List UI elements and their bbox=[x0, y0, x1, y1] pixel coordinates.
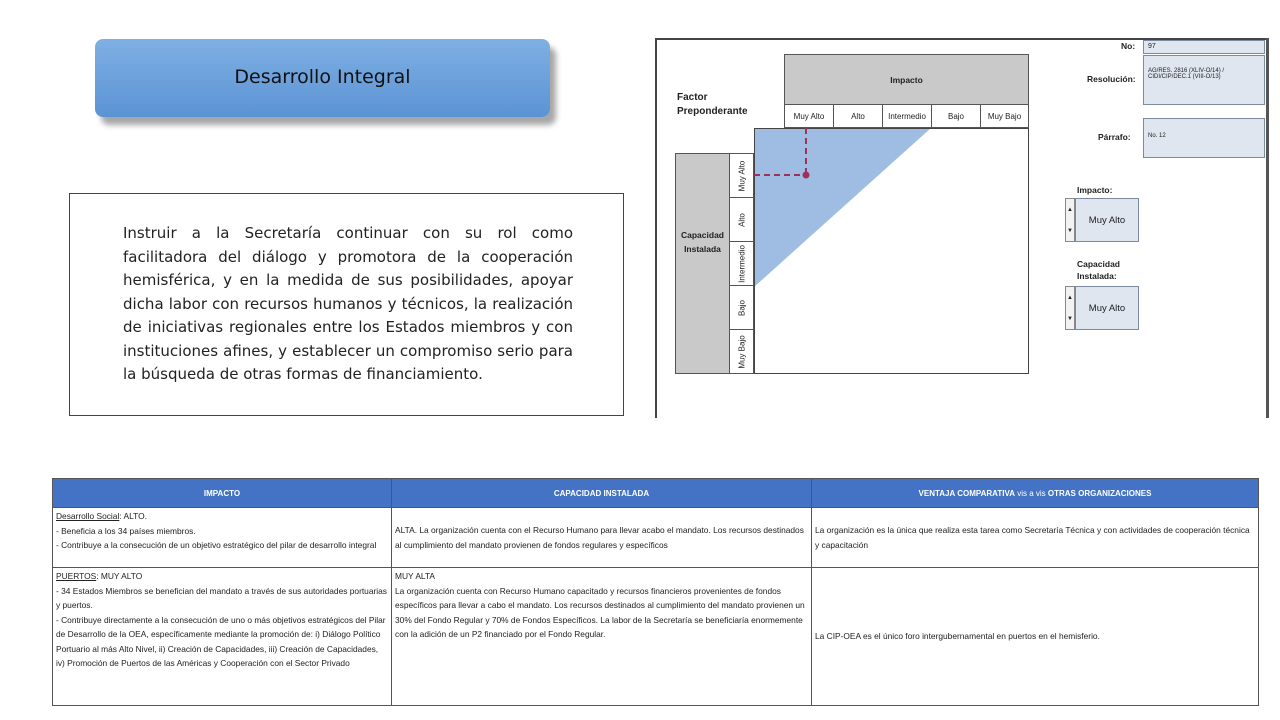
banner-title: Desarrollo Integral bbox=[234, 66, 411, 88]
marker-point bbox=[803, 172, 810, 179]
header-ventaja: VENTAJA COMPARATIVA vis a vis OTRAS ORGANIZACIONES bbox=[812, 479, 1259, 508]
row2-ventaja: La CIP-OEA es el único foro intergubernamental en puertos en el hemisferio. bbox=[812, 568, 1259, 706]
row2-impacto-line1: - 34 Estados Miembros se benefician del mandato a través de sus autoridades portuarias y puertos. bbox=[56, 585, 387, 610]
impacto-select-label: Impacto: bbox=[1077, 185, 1113, 195]
spinner-down-icon[interactable]: ▼ bbox=[1067, 315, 1073, 322]
mandate-text-box bbox=[69, 193, 624, 416]
row-header-bajo: Bajo bbox=[729, 285, 754, 330]
impacto-select[interactable]: Muy Alto bbox=[1075, 198, 1139, 242]
row1-capacidad: ALTA. La organización cuenta con el Recurso Humano para llevar acabo el mandato. Los recursos destinados al cumplimiento del mandato provienen de fondos regulares y específicos bbox=[392, 508, 812, 568]
instalada-label: Instalada bbox=[684, 244, 721, 254]
row2-capacidad-text: La organización cuenta con Recurso Humano capacitado y recursos financieros provenientes de fondos específicos para llevar a cabo el mandato. Los recursos destinados al cumplimiento del mandato provienen un 30% del Fondo Regular y 70% de Fondos Específicos. La labor de la Secretaría se beneficiaría enormemente con la adición de un P2 financiado por el Fondo Regular. bbox=[395, 585, 805, 639]
row1-impacto-title: Desarrollo Social bbox=[56, 511, 120, 521]
resolucion-label: Resolución: bbox=[1087, 74, 1136, 84]
col-header-bajo: Bajo bbox=[931, 104, 981, 128]
title-banner bbox=[95, 39, 550, 117]
matrix-grid bbox=[754, 128, 1030, 375]
no-field[interactable]: 97 bbox=[1143, 40, 1265, 54]
capacidad-label: Capacidad bbox=[681, 230, 724, 240]
table-row bbox=[53, 508, 1259, 568]
spinner-up-icon[interactable]: ▲ bbox=[1067, 206, 1073, 213]
resolucion-field[interactable]: AG/RES. 2816 (XLIV-O/14) / CIDI/CIP/DEC.1 (VIII-O/13) bbox=[1143, 55, 1265, 105]
no-label: No: bbox=[1121, 41, 1136, 51]
table-header-row bbox=[53, 479, 1259, 508]
row2-capacidad-level: MUY ALTA bbox=[395, 571, 436, 581]
impacto-spinner[interactable] bbox=[1065, 198, 1075, 242]
row1-impacto-level: : ALTO. bbox=[119, 511, 147, 521]
panel-right-border bbox=[1266, 38, 1269, 418]
impacto-header: Impacto bbox=[890, 75, 923, 85]
col-header-intermedio: Intermedio bbox=[882, 104, 932, 128]
factor-label: Factor bbox=[677, 92, 708, 103]
row2-impacto-title: PUERTOS bbox=[56, 571, 97, 581]
row-header-intermedio: Intermedio bbox=[729, 241, 754, 286]
preponderante-label: Preponderante bbox=[677, 106, 748, 117]
row2-impacto-line2: - Contribuye directamente a la consecución de uno o más objetivos estratégicos del Pilar de Desarrollo de la OEA, específicamente mediante la promoción de: i) Diálogo Político Portuario al más Alto Nivel, ii) Creación de Capacidades, iii) Creación de Capacidades, iv) Promoción de Puertos de las Américas y Cooperación con el Sector Privado bbox=[56, 614, 386, 668]
spinner-up-icon[interactable]: ▲ bbox=[1067, 294, 1073, 301]
row-header-muy-bajo: Muy Bajo bbox=[729, 329, 754, 374]
table-row bbox=[53, 568, 1259, 706]
col-header-muy-alto: Muy Alto bbox=[784, 104, 834, 128]
row2-capacidad bbox=[392, 568, 812, 706]
capacidad-spinner[interactable] bbox=[1065, 286, 1075, 330]
row1-ventaja: La organización es la única que realiza esta tarea como Secretaría Técnica y con actividades de cooperación técnica y capacitación bbox=[812, 508, 1259, 568]
row2-impacto-level: : MUY ALTO bbox=[96, 571, 143, 581]
instalada-select-label: Instalada: bbox=[1077, 271, 1117, 281]
row2-impacto bbox=[53, 568, 392, 706]
comparison-table bbox=[52, 478, 1259, 706]
header-impacto: IMPACTO bbox=[53, 479, 392, 508]
capacidad-select[interactable]: Muy Alto bbox=[1075, 286, 1139, 330]
row1-impacto bbox=[53, 508, 392, 568]
row-header-alto: Alto bbox=[729, 197, 754, 242]
col-header-alto: Alto bbox=[833, 104, 883, 128]
mandate-paragraph: Instruir a la Secretaría continuar con su rol como facilitadora del diálogo y promotora de la cooperación hemisférica, y en la medida de sus posibilidades, apoyar dicha labor con recursos humanos y técnicos, la realización de iniciativas regionales entre los Estados miembros y con instituciones afines, y establecer un compromiso serio para la búsqueda de otras formas de financiamiento. bbox=[123, 224, 573, 383]
spinner-down-icon[interactable]: ▼ bbox=[1067, 227, 1073, 234]
col-header-muy-bajo: Muy Bajo bbox=[980, 104, 1029, 128]
parrafo-label: Párrafo: bbox=[1098, 132, 1131, 142]
capacidad-header-cell bbox=[675, 153, 730, 374]
parrafo-field[interactable]: No. 12 bbox=[1143, 118, 1265, 158]
priority-triangle bbox=[754, 128, 931, 287]
header-capacidad: CAPACIDAD INSTALADA bbox=[392, 479, 812, 508]
row-header-muy-alto: Muy Alto bbox=[729, 153, 754, 198]
row1-impacto-line1: - Beneficia a los 34 países miembros. bbox=[56, 525, 196, 536]
row1-impacto-line2: - Contribuye a la consecución de un objetivo estratégico del pilar de desarrollo integral bbox=[56, 540, 377, 550]
capacidad-select-label: Capacidad bbox=[1077, 259, 1120, 269]
